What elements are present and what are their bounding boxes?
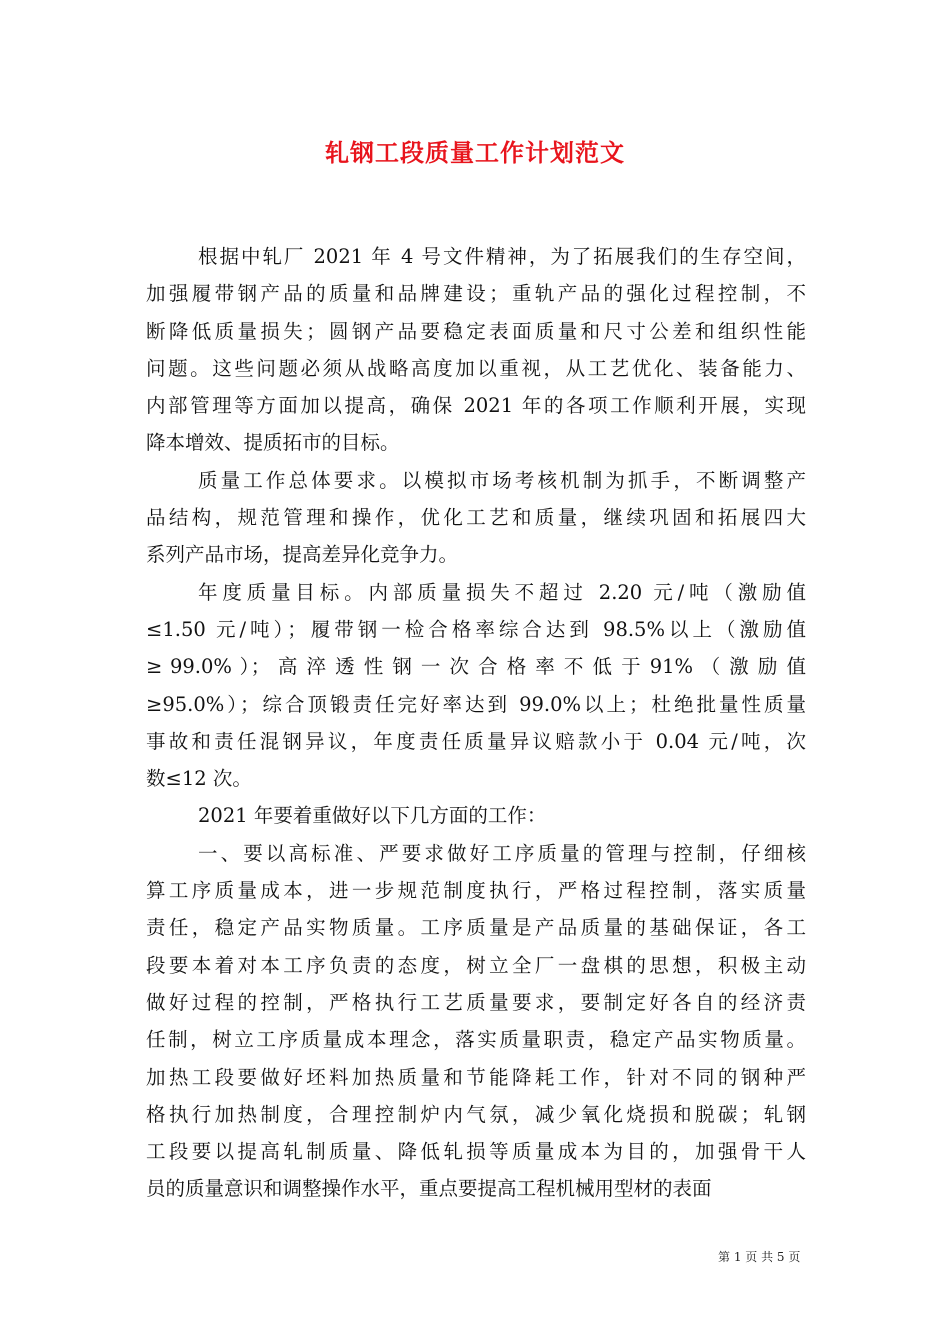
- text-line: 加热工段要做好坯料加热质量和节能降耗工作，针对不同的钢种严: [146, 1065, 806, 1089]
- text-line: 数≤12 次。: [146, 767, 252, 791]
- text-line: 任制，树立工序质量成本理念，落实质量职责，稳定产品实物质量。: [146, 1028, 806, 1052]
- text-line: 责任，稳定产品实物质量。工序质量是产品质量的基础保证，各工: [146, 916, 806, 940]
- text-line: 质量工作总体要求。以模拟市场考核机制为抓手，不断调整产: [198, 468, 806, 492]
- text-line: 根据中轧厂 2021 年 4 号文件精神，为了拓展我们的生存空间，: [198, 245, 806, 268]
- paragraph: [146, 462, 806, 574]
- paragraph: [146, 835, 806, 1208]
- text-line: ≥ 99.0% ）； 高 淬 透 性 钢 一 次 合 格 率 不 低 于 91% （ 激 励 值: [146, 655, 806, 679]
- text-line: 段要本着对本工序负责的态度，树立全厂一盘棋的思想，积极主动: [146, 953, 806, 977]
- page-number-footer: 第 1 页 共 5 页: [718, 1250, 801, 1264]
- paragraph: [146, 574, 806, 798]
- text-line: 问题。这些问题必须从战略高度加以重视，从工艺优化、装备能力、: [146, 356, 806, 380]
- text-line: ≤1.50 元/吨）；履带钢一检合格率综合达到 98.5%以上（激励值: [146, 617, 806, 641]
- text-line: 工段要以提高轧制质量、降低轧损等质量成本为目的，加强骨干人: [146, 1140, 806, 1164]
- text-line: 降本增效、提质拓市的目标。: [146, 431, 400, 455]
- text-line: 做好过程的控制，严格执行工艺质量要求，要制定好各自的经济责: [146, 990, 806, 1014]
- text-line: 事故和责任混钢异议，年度责任质量异议赔款小于 0.04 元/吨，次: [146, 729, 806, 753]
- text-line: 加强履带钢产品的质量和品牌建设；重轨产品的强化过程控制，不: [146, 282, 806, 306]
- text-line: 内部管理等方面加以提高，确保 2021 年的各项工作顺利开展，实现: [146, 394, 806, 418]
- text-line: 员的质量意识和调整操作水平，重点要提高工程机械用型材的表面: [146, 1177, 712, 1201]
- paragraph: [146, 238, 806, 462]
- text-line: ≥95.0%）；综合顶锻责任完好率达到 99.0%以上；杜绝批量性质量: [146, 692, 806, 716]
- text-line: 一、要以高标准、严要求做好工序质量的管理与控制，仔细核: [198, 841, 806, 865]
- text-line: 格执行加热制度，合理控制炉内气氛，减少氧化烧损和脱碳；轧钢: [146, 1102, 806, 1126]
- document-title: 轧钢工段质量工作计划范文: [325, 138, 625, 167]
- paragraph: [146, 797, 806, 834]
- document-body: [146, 238, 806, 1208]
- text-line: 算工序质量成本，进一步规范制度执行，严格过程控制，落实质量: [146, 879, 806, 903]
- text-line: 年度质量目标。内部质量损失不超过 2.20 元/吨（激励值: [198, 580, 806, 604]
- text-line: 系列产品市场，提高差异化竞争力。: [146, 543, 459, 567]
- text-line: 品结构，规范管理和操作，优化工艺和质量，继续巩固和拓展四大: [146, 506, 806, 530]
- text-line: 2021 年要着重做好以下几方面的工作：: [198, 804, 547, 828]
- text-line: 断降低质量损失；圆钢产品要稳定表面质量和尺寸公差和组织性能: [146, 319, 806, 343]
